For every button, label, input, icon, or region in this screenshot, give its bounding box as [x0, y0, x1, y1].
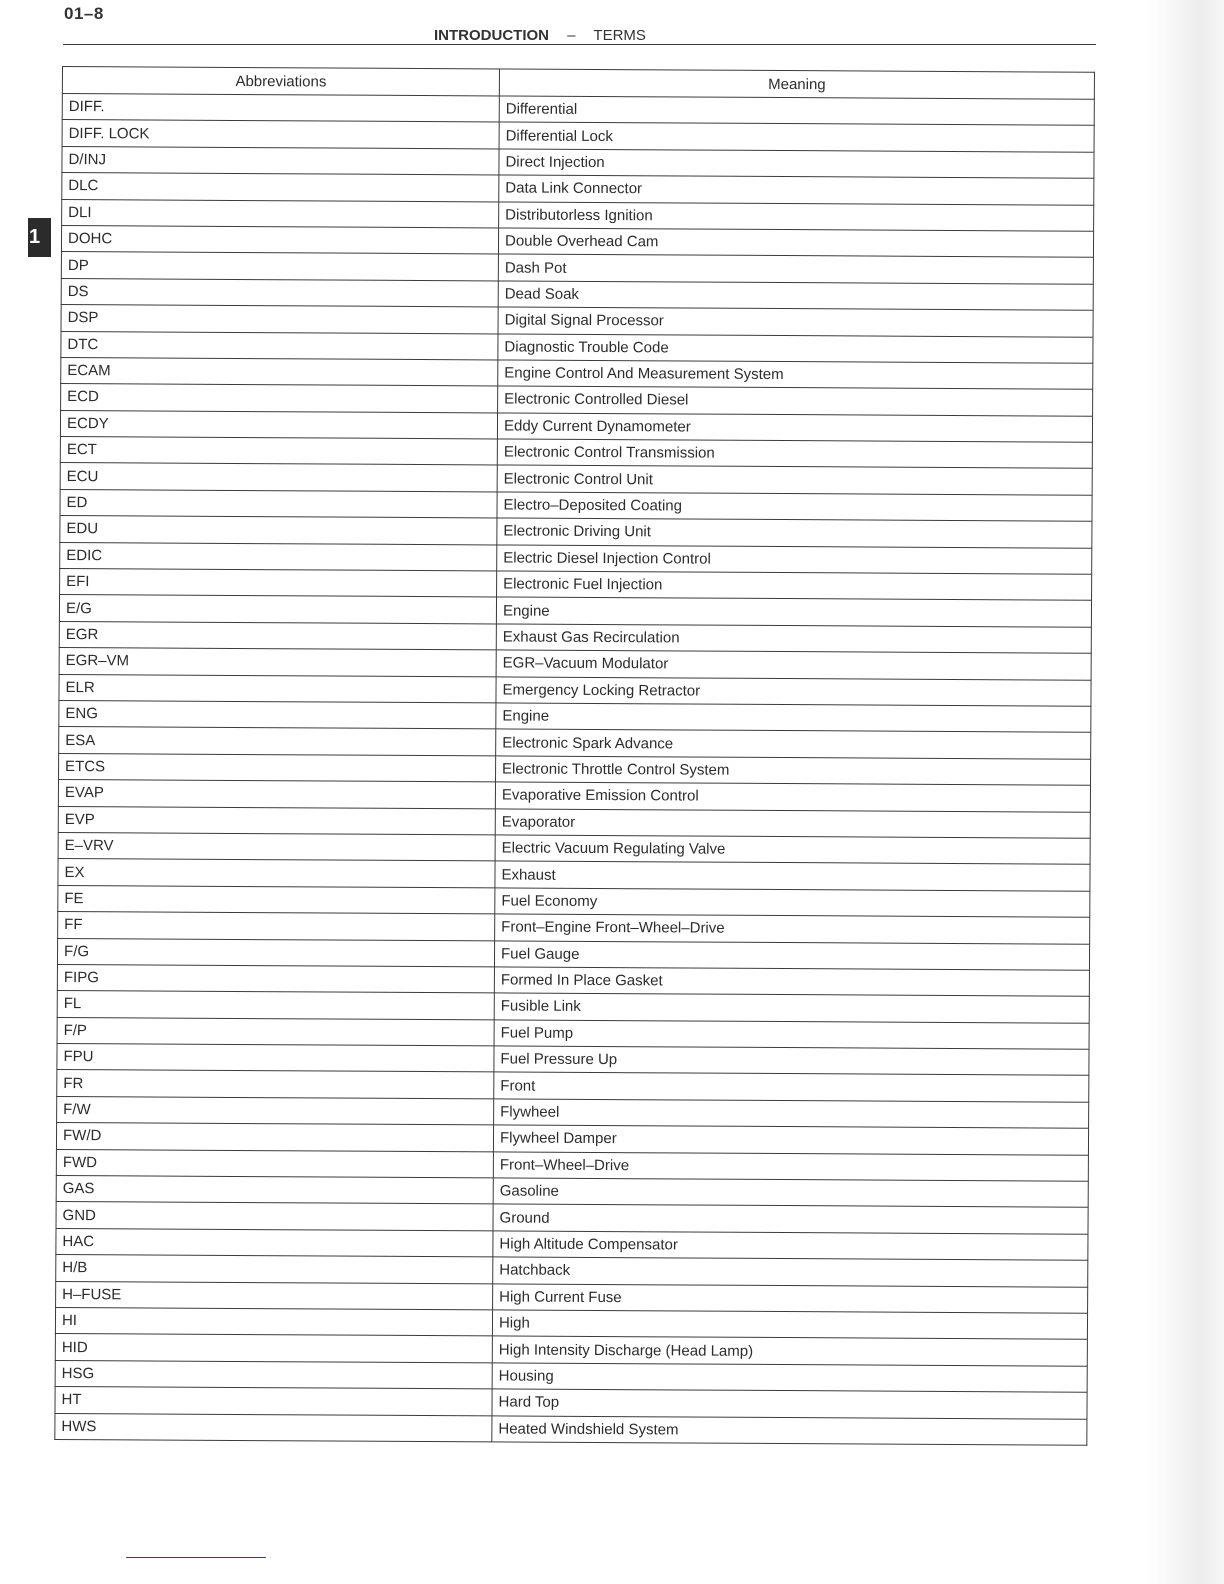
abbreviation-cell: ED: [60, 489, 497, 518]
abbreviation-cell: DIFF.: [62, 94, 499, 123]
table-row: [55, 1413, 1087, 1445]
abbreviation-cell: EDU: [60, 516, 497, 545]
abbreviation-cell: EVP: [58, 806, 495, 835]
meaning-cell: Formed In Place Gasket: [494, 967, 1089, 997]
meaning-cell: Front–Wheel–Drive: [493, 1152, 1088, 1182]
subsection-title: TERMS: [593, 27, 646, 44]
abbreviation-cell: FW/D: [56, 1123, 493, 1152]
meaning-cell: Electronic Control Transmission: [497, 439, 1092, 469]
meaning-cell: Electro–Deposited Coating: [497, 492, 1092, 522]
meaning-cell: Electronic Throttle Control System: [496, 756, 1091, 786]
abbreviation-cell: EGR–VM: [59, 648, 496, 677]
meaning-header: Meaning: [499, 69, 1094, 99]
meaning-cell: Double Overhead Cam: [498, 228, 1093, 258]
footer-rule: [126, 1557, 266, 1558]
abbreviation-cell: ENG: [59, 700, 496, 729]
abbreviation-cell: GND: [56, 1202, 493, 1231]
abbreviation-cell: F/G: [57, 938, 494, 967]
abbreviation-cell: ECDY: [60, 410, 497, 439]
meaning-cell: Heated Windshield System: [492, 1415, 1087, 1445]
abbreviation-cell: E–VRV: [58, 832, 495, 861]
meaning-cell: Exhaust: [495, 861, 1090, 891]
abbreviation-cell: FF: [58, 912, 495, 941]
abbreviation-cell: F/P: [57, 1017, 494, 1046]
meaning-cell: Direct Injection: [499, 149, 1094, 179]
abbreviation-cell: FPU: [57, 1044, 494, 1073]
meaning-cell: Differential: [499, 96, 1094, 126]
abbreviation-cell: HT: [55, 1387, 492, 1416]
abbreviation-cell: DIFF. LOCK: [62, 120, 499, 149]
section-title: INTRODUCTION: [434, 27, 549, 44]
meaning-cell: Flywheel Damper: [493, 1125, 1088, 1155]
abbreviation-cell: DS: [61, 278, 498, 307]
abbreviation-cell: ECT: [60, 437, 497, 466]
abbreviation-cell: FE: [58, 885, 495, 914]
meaning-cell: Fuel Economy: [495, 888, 1090, 918]
meaning-cell: Evaporative Emission Control: [495, 782, 1090, 812]
abbreviation-cell: DSP: [61, 305, 498, 334]
abbreviation-cell: GAS: [56, 1176, 493, 1205]
meaning-cell: EGR–Vacuum Modulator: [496, 650, 1091, 680]
meaning-cell: Evaporator: [495, 808, 1090, 838]
abbreviation-cell: DLI: [62, 199, 499, 228]
meaning-cell: Exhaust Gas Recirculation: [496, 624, 1091, 654]
header-rule: [63, 44, 1096, 45]
meaning-cell: Electronic Driving Unit: [497, 518, 1092, 548]
abbreviation-cell: HSG: [55, 1360, 492, 1389]
abbreviation-cell: DOHC: [61, 225, 498, 254]
meaning-cell: Gasoline: [493, 1178, 1088, 1208]
meaning-cell: Front–Engine Front–Wheel–Drive: [495, 914, 1090, 944]
meaning-cell: Electronic Spark Advance: [496, 729, 1091, 759]
meaning-cell: Dash Pot: [498, 254, 1093, 284]
abbreviation-cell: ELR: [59, 674, 496, 703]
meaning-cell: Electronic Fuel Injection: [497, 571, 1092, 601]
abbreviation-cell: FL: [57, 991, 494, 1020]
abbreviation-cell: DP: [61, 252, 498, 281]
abbreviation-cell: ECU: [60, 463, 497, 492]
header-separator: –: [567, 27, 576, 44]
meaning-cell: Eddy Current Dynamometer: [497, 413, 1092, 443]
meaning-cell: Hard Top: [492, 1389, 1087, 1419]
meaning-cell: Differential Lock: [499, 122, 1094, 152]
abbreviation-cell: EFI: [60, 569, 497, 598]
abbreviation-cell: EVAP: [58, 780, 495, 809]
abbreviation-cell: DLC: [62, 173, 499, 202]
abbreviation-cell: ETCS: [59, 753, 496, 782]
meaning-cell: Engine: [496, 703, 1091, 733]
meaning-cell: Data Link Connector: [499, 175, 1094, 205]
abbreviation-cell: E/G: [59, 595, 496, 624]
meaning-cell: Engine: [496, 597, 1091, 627]
abbreviation-cell: ECAM: [61, 357, 498, 386]
abbreviation-cell: HWS: [55, 1413, 492, 1442]
abbreviations-table: [54, 66, 1095, 1446]
meaning-cell: Fuel Pump: [494, 1020, 1089, 1050]
meaning-cell: Electronic Control Unit: [497, 465, 1092, 495]
abbreviation-cell: H–FUSE: [56, 1281, 493, 1310]
meaning-cell: Fusible Link: [494, 993, 1089, 1023]
abbreviation-cell: HI: [55, 1307, 492, 1336]
meaning-cell: Distributorless Ignition: [499, 202, 1094, 232]
table-body: [55, 94, 1095, 1446]
abbreviation-cell: EX: [58, 859, 495, 888]
meaning-cell: Ground: [493, 1204, 1088, 1234]
chapter-tab: 1: [28, 218, 51, 257]
meaning-cell: Electric Diesel Injection Control: [497, 545, 1092, 575]
page-edge-shadow: [1144, 0, 1224, 1584]
meaning-cell: High Intensity Discharge (Head Lamp): [492, 1336, 1087, 1366]
meaning-cell: Housing: [492, 1363, 1087, 1393]
meaning-cell: Fuel Gauge: [494, 940, 1089, 970]
page-number: 01–8: [64, 4, 104, 23]
running-header: [434, 27, 646, 44]
abbreviation-cell: DTC: [61, 331, 498, 360]
meaning-cell: Dead Soak: [498, 281, 1093, 311]
meaning-cell: Electronic Controlled Diesel: [498, 386, 1093, 416]
meaning-cell: Digital Signal Processor: [498, 307, 1093, 337]
meaning-cell: Diagnostic Trouble Code: [498, 333, 1093, 363]
meaning-cell: Flywheel: [494, 1099, 1089, 1129]
abbreviation-cell: ECD: [61, 384, 498, 413]
abbreviation-cell: HAC: [56, 1228, 493, 1257]
abbreviation-cell: D/INJ: [62, 146, 499, 175]
abbreviation-cell: H/B: [56, 1255, 493, 1284]
meaning-cell: High Altitude Compensator: [493, 1231, 1088, 1261]
abbreviation-cell: ESA: [59, 727, 496, 756]
meaning-cell: Fuel Pressure Up: [494, 1046, 1089, 1076]
abbreviation-cell: HID: [55, 1334, 492, 1363]
meaning-cell: High: [492, 1310, 1087, 1340]
abbreviation-cell: F/W: [57, 1096, 494, 1125]
abbreviation-cell: FIPG: [57, 964, 494, 993]
meaning-cell: High Current Fuse: [493, 1284, 1088, 1314]
abbreviation-cell: EDIC: [60, 542, 497, 571]
meaning-cell: Electric Vacuum Regulating Valve: [495, 835, 1090, 865]
meaning-cell: Front: [494, 1072, 1089, 1102]
abbreviation-cell: FR: [57, 1070, 494, 1099]
abbreviation-cell: FWD: [56, 1149, 493, 1178]
meaning-cell: Hatchback: [493, 1257, 1088, 1287]
meaning-cell: Engine Control And Measurement System: [498, 360, 1093, 390]
meaning-cell: Emergency Locking Retractor: [496, 677, 1091, 707]
abbreviations-header: Abbreviations: [62, 67, 499, 96]
abbreviation-cell: EGR: [59, 621, 496, 650]
